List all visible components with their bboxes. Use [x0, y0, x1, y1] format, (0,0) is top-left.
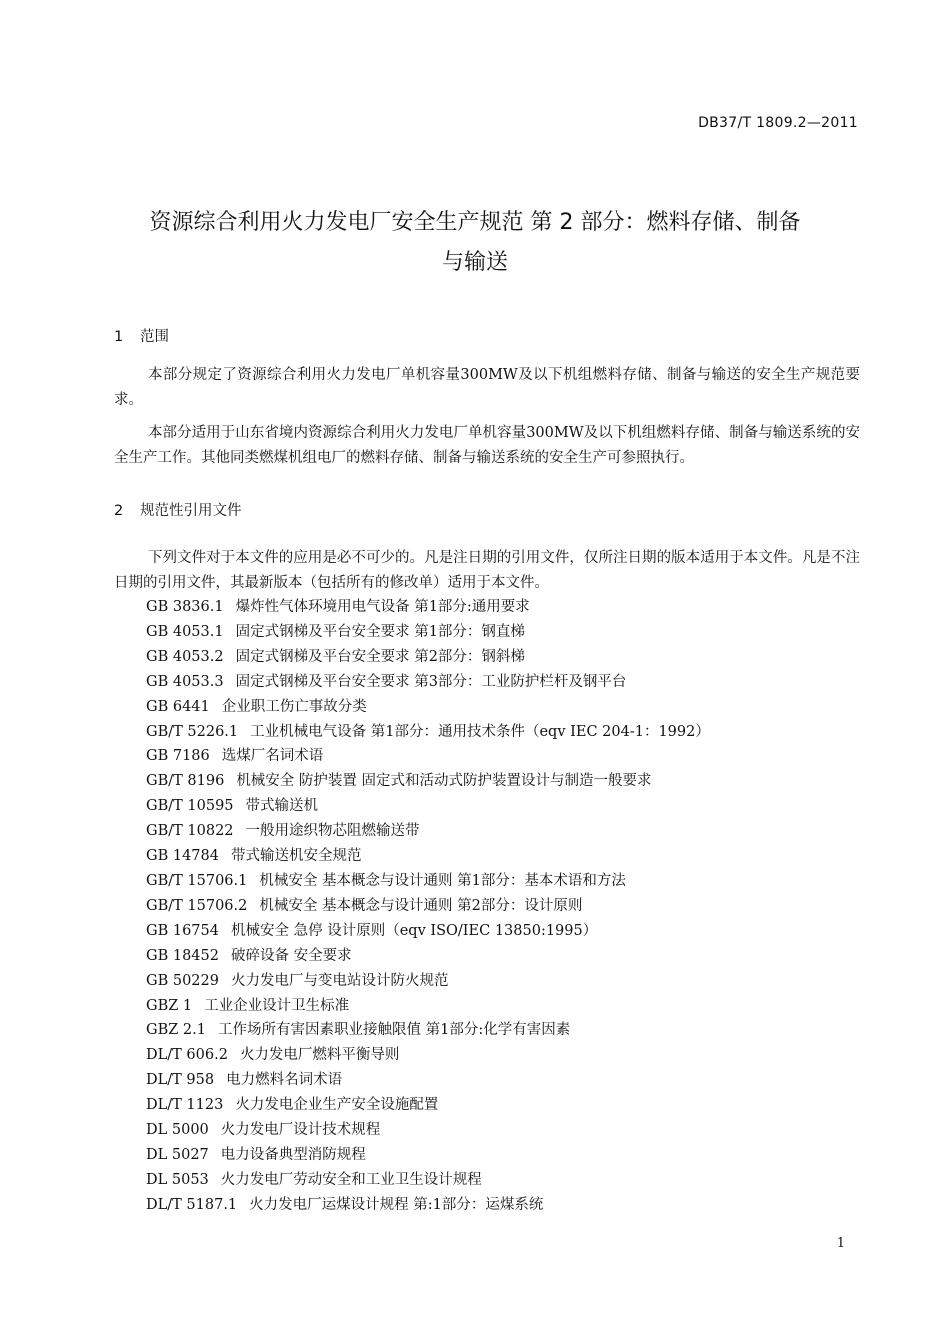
reference-code: DL/T 1123	[146, 1097, 224, 1114]
document-title	[95, 203, 855, 283]
section-title: 规范性引用文件	[140, 503, 242, 519]
reference-code: DL 5027	[146, 1146, 209, 1163]
list-item	[146, 595, 710, 620]
reference-code: GB/T 8196	[146, 773, 225, 790]
reference-title: 带式输送机安全规范	[230, 848, 362, 865]
reference-code: GB 6441	[146, 698, 210, 715]
reference-title: 火力发电厂与变电站设计防火规范	[230, 972, 449, 989]
reference-title: 破碎设备 安全要求	[230, 947, 352, 964]
reference-title: 火力发电厂运煤设计规程 第:1部分：运煤系统	[249, 1196, 544, 1213]
reference-title: 火力发电厂燃料平衡导则	[239, 1047, 400, 1064]
reference-title: 爆炸性气体环境用电气设备 第1部分:通用要求	[235, 599, 530, 615]
reference-title: 工业机械电气设备 第1部分：通用技术条件（eqv IEC 204-1：1992）	[250, 723, 710, 740]
reference-code: GB/T 15706.1	[146, 872, 248, 889]
list-item	[146, 1043, 710, 1068]
list-item	[146, 1168, 710, 1193]
reference-title: 工业企业设计卫生标准	[204, 997, 350, 1014]
reference-code: GB 4053.2	[146, 648, 224, 665]
list-item	[146, 645, 710, 670]
reference-title: 企业职工伤亡事故分类	[221, 698, 367, 715]
reference-code: GB 16754	[146, 922, 219, 939]
list-item	[146, 620, 710, 645]
reference-title: 固定式钢梯及平台安全要求 第2部分：钢斜梯	[235, 648, 525, 665]
reference-code: GB/T 15706.2	[146, 897, 248, 914]
list-item	[146, 844, 710, 869]
list-item	[146, 670, 710, 695]
section-number: 2	[114, 503, 124, 519]
reference-code: GB/T 5226.1	[146, 723, 239, 740]
reference-code: GB 50229	[146, 972, 219, 989]
reference-title: 火力发电厂劳动安全和工业卫生设计规程	[220, 1171, 482, 1188]
reference-list	[146, 595, 710, 1218]
reference-title: 一般用途织物芯阻燃输送带	[245, 823, 420, 840]
section-2-heading	[114, 499, 242, 520]
list-item	[146, 894, 710, 919]
title-line-2: 与输送	[441, 250, 508, 275]
reference-title: 机械安全 防护装置 固定式和活动式防护装置设计与制造一般要求	[236, 773, 652, 790]
reference-title: 带式输送机	[245, 798, 319, 815]
reference-title: 火力发电企业生产安全设施配置	[235, 1097, 439, 1114]
list-item	[146, 869, 710, 894]
reference-title: 固定式钢梯及平台安全要求 第1部分：钢直梯	[235, 623, 525, 640]
list-item	[146, 1093, 710, 1118]
section-1-heading	[114, 325, 169, 346]
reference-code: GBZ 2.1	[146, 1022, 206, 1039]
page-number: 1	[836, 1236, 845, 1251]
reference-code: GB 3836.1	[146, 599, 224, 615]
list-item	[146, 944, 710, 969]
list-item	[146, 720, 710, 745]
list-item	[146, 1118, 710, 1143]
reference-title: 电力设备典型消防规程	[220, 1146, 366, 1163]
list-item	[146, 994, 710, 1019]
reference-title: 火力发电厂设计技术规程	[220, 1122, 381, 1139]
reference-code: DL/T 5187.1	[146, 1196, 238, 1213]
reference-code: GB 4053.1	[146, 623, 224, 640]
reference-code: DL/T 958	[146, 1072, 215, 1089]
list-item	[146, 744, 710, 769]
reference-title: 固定式钢梯及平台安全要求 第3部分：工业防护栏杆及钢平台	[235, 673, 627, 690]
reference-code: GB 4053.3	[146, 673, 224, 690]
list-item	[146, 919, 710, 944]
list-item	[146, 1193, 710, 1218]
reference-code: GB 18452	[146, 947, 219, 964]
list-item	[146, 1018, 710, 1043]
reference-code: DL 5000	[146, 1122, 209, 1139]
title-line-1: 资源综合利用火力发电厂安全生产规范 第 2 部分：燃料存储、制备	[149, 210, 801, 235]
reference-code: GB/T 10595	[146, 798, 234, 815]
section-2-paragraph-1: 下列文件对于本文件的应用是必不可少的。凡是注日期的引用文件，仅所注日期的版本适用于本文件。凡是不注日期的引用文件，其最新版本（包括所有的修改单）适用于本文件。	[114, 550, 860, 591]
list-item	[146, 1143, 710, 1168]
section-number: 1	[114, 329, 124, 345]
reference-title: 工作场所有害因素职业接触限值 第1部分:化学有害因素	[217, 1022, 571, 1039]
list-item	[146, 1068, 710, 1093]
reference-title: 机械安全 急停 设计原则（eqv ISO/IEC 13850:1995）	[230, 922, 598, 939]
reference-title: 选煤厂名词术语	[221, 748, 324, 765]
reference-title: 电力燃料名词术语	[226, 1072, 343, 1089]
list-item	[146, 695, 710, 720]
section-title: 范围	[140, 329, 169, 345]
reference-code: DL 5053	[146, 1171, 209, 1188]
section-1-paragraph-1: 本部分规定了资源综合利用火力发电厂单机容量300MW及以下机组燃料存储、制备与输送的安全生产规范要求。	[114, 367, 860, 408]
reference-code: DL/T 606.2	[146, 1047, 228, 1064]
reference-code: GBZ 1	[146, 997, 193, 1014]
list-item	[146, 794, 710, 819]
reference-code: GB 7186	[146, 748, 210, 765]
reference-code: GB 14784	[146, 848, 219, 865]
list-item	[146, 769, 710, 794]
reference-title: 机械安全 基本概念与设计通则 第1部分：基本术语和方法	[259, 872, 626, 889]
reference-code: GB/T 10822	[146, 823, 234, 840]
standard-code: DB37/T 1809.2—2011	[698, 115, 858, 131]
list-item	[146, 819, 710, 844]
reference-title: 机械安全 基本概念与设计通则 第2部分：设计原则	[259, 897, 583, 914]
section-1-paragraph-2: 本部分适用于山东省境内资源综合利用火力发电厂单机容量300MW及以下机组燃料存储、制备与输送系统的安全生产工作。其他同类燃煤机组电厂的燃料存储、制备与输送系统的安全生产可参照执行。	[114, 425, 860, 466]
list-item	[146, 969, 710, 994]
